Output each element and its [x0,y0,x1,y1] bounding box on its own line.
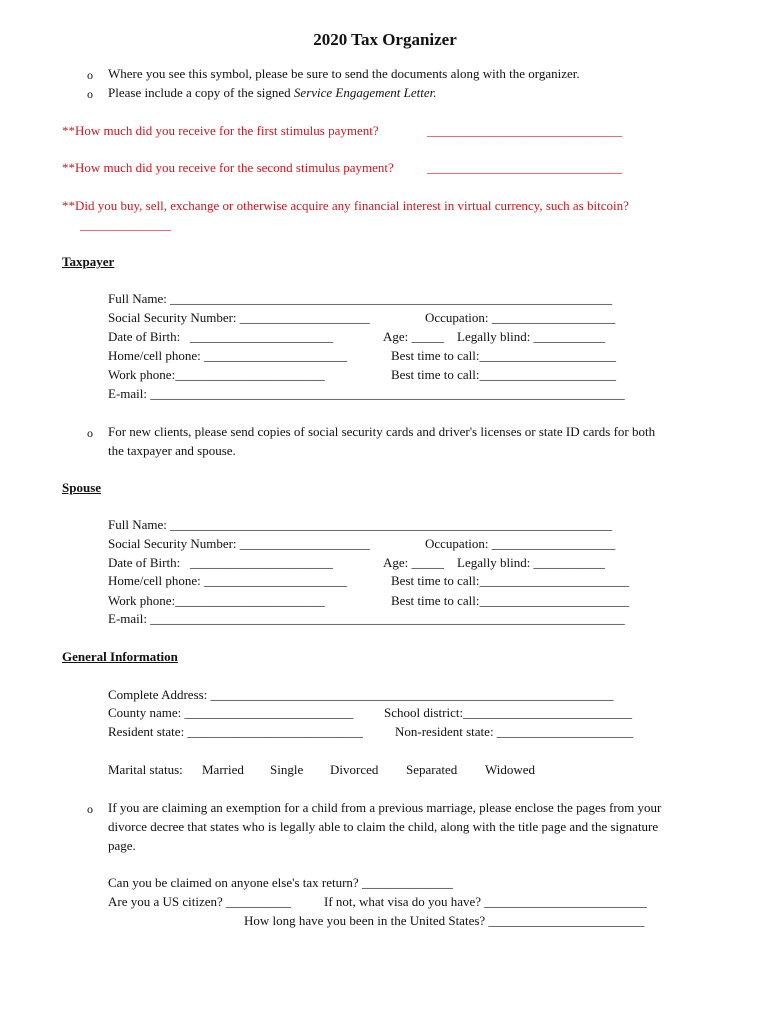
spouse-best-time-2-field[interactable]: Best time to call:_______________________ [391,593,629,608]
bullet-symbol: o [87,68,93,82]
page-title: 2020 Tax Organizer [313,30,457,49]
stimulus-2-field[interactable]: ______________________________ [427,160,622,175]
spouse-work-phone-field[interactable]: Work phone:_______________________ [108,593,325,608]
school-district-field[interactable]: School district:__________________________ [384,705,633,720]
divorce-note-line-2: divorce decree that states who is legally able to claim the child, along with the title page and the signature [108,819,659,834]
marital-status-label: Marital status: [108,762,183,777]
us-citizen-field[interactable]: Are you a US citizen? __________ [108,894,292,909]
taxpayer-age-blind-field[interactable]: Age: _____ Legally blind: ___________ [383,329,606,344]
marital-option-divorced[interactable]: Divorced [330,762,379,777]
address-field[interactable]: Complete Address: ______________________________________________________________ [108,687,614,702]
spouse-full-name-field[interactable]: Full Name: ____________________________________________________________________ [108,517,613,532]
spouse-best-time-1-field[interactable]: Best time to call:_______________________ [391,573,629,588]
taxpayer-home-phone-field[interactable]: Home/cell phone: ______________________ [108,348,348,363]
spouse-home-phone-field[interactable]: Home/cell phone: ______________________ [108,573,348,588]
claimed-field[interactable]: Can you be claimed on anyone else's tax return? ______________ [108,875,453,890]
divorce-note-line-1: If you are claiming an exemption for a child from a previous marriage, please enclose the pages from your [108,800,662,815]
marital-option-single[interactable]: Single [270,762,304,777]
marital-option-married[interactable]: Married [202,762,244,777]
county-field[interactable]: County name: __________________________ [108,705,354,720]
general-info-heading: General Information [62,649,178,664]
taxpayer-dob-field[interactable]: Date of Birth: ______________________ [108,329,333,344]
spouse-age-blind-field[interactable]: Age: _____ Legally blind: ___________ [383,555,606,570]
taxpayer-note-line-2: the taxpayer and spouse. [108,443,236,458]
bullet-symbol: o [87,87,93,101]
taxpayer-ssn-field[interactable]: Social Security Number: ____________________ [108,310,370,325]
spouse-ssn-field[interactable]: Social Security Number: ____________________ [108,536,370,551]
stimulus-1-field[interactable]: ______________________________ [427,123,622,138]
marital-option-separated[interactable]: Separated [406,762,458,777]
crypto-question: **Did you buy, sell, exchange or otherwise acquire any financial interest in virtual currency, such as bitcoin? [62,198,629,213]
taxpayer-full-name-field[interactable]: Full Name: ____________________________________________________________________ [108,291,613,306]
taxpayer-note-line-1: For new clients, please send copies of social security cards and driver's licenses or state ID cards for both [108,424,656,439]
bullet-symbol: o [87,426,93,440]
nonresident-state-field[interactable]: Non-resident state: _____________________ [395,724,634,739]
taxpayer-best-time-2-field[interactable]: Best time to call:_____________________ [391,367,616,382]
stimulus-1-question: **How much did you receive for the first stimulus payment? [62,123,379,138]
spouse-dob-field[interactable]: Date of Birth: ______________________ [108,555,333,570]
spouse-email-field[interactable]: E-mail: _________________________________________________________________________ [108,611,625,626]
years-in-us-field[interactable]: How long have you been in the United States? ________________________ [244,913,645,928]
stimulus-2-question: **How much did you receive for the second stimulus payment? [62,160,394,175]
visa-field[interactable]: If not, what visa do you have? _________________________ [324,894,647,909]
taxpayer-email-field[interactable]: E-mail: _________________________________________________________________________ [108,386,625,401]
taxpayer-work-phone-field[interactable]: Work phone:_______________________ [108,367,325,382]
spouse-occupation-field[interactable]: Occupation: ___________________ [425,536,616,551]
divorce-note-line-3: page. [108,838,136,853]
marital-option-widowed[interactable]: Widowed [485,762,536,777]
taxpayer-occupation-field[interactable]: Occupation: ___________________ [425,310,616,325]
taxpayer-best-time-1-field[interactable]: Best time to call:_____________________ [391,348,616,363]
taxpayer-heading: Taxpayer [62,254,115,269]
spouse-heading: Spouse [62,480,102,495]
resident-state-field[interactable]: Resident state: ___________________________ [108,724,363,739]
intro-line-1: Where you see this symbol, please be sure to send the documents along with the organizer. [108,66,580,81]
crypto-field[interactable]: ______________ [80,217,171,232]
bullet-symbol: o [87,802,93,816]
intro-line-2: Please include a copy of the signed Service Engagement Letter. [108,85,437,100]
